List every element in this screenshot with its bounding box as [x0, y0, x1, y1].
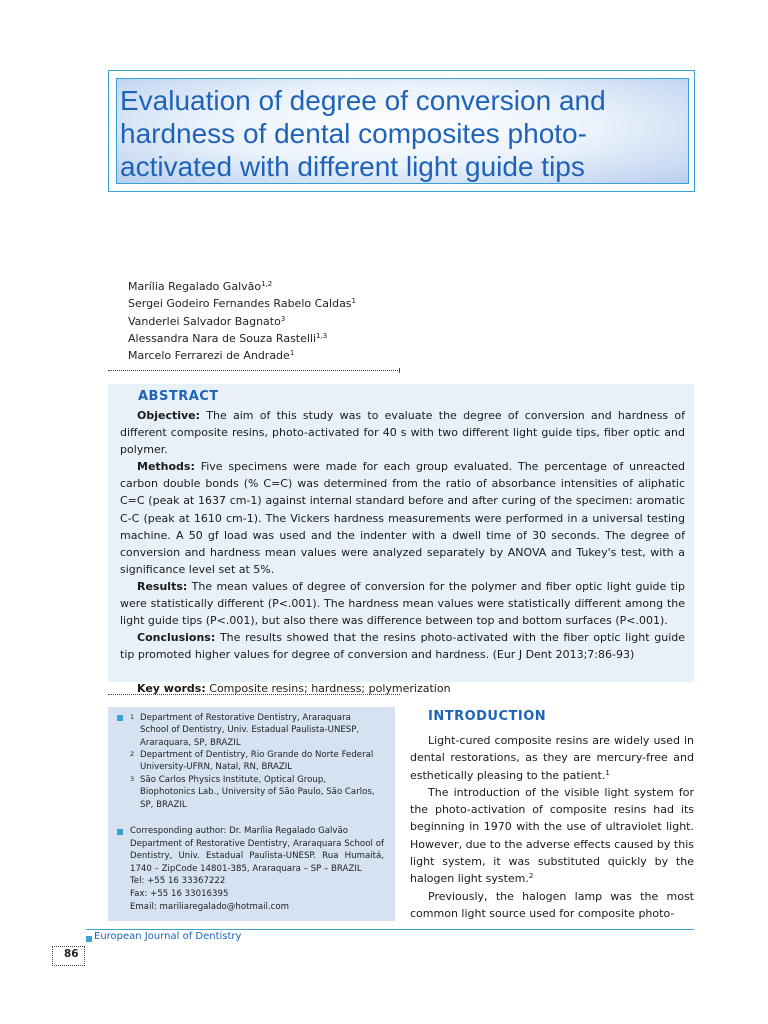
intro-p1-text: Light-cured composite resins are widely used in dental restorations, as they are mercury-free and esthetically pleasing to the patient.: [410, 734, 694, 782]
citation-ref: 2: [528, 872, 534, 881]
author-affil-ref: 1: [289, 349, 295, 358]
keywords-label: Key words:: [137, 682, 206, 696]
affiliation-number: 3: [130, 775, 135, 783]
author-item: [128, 295, 356, 312]
bullet-square-icon: [117, 829, 123, 835]
objective-label: Objective:: [137, 409, 201, 422]
author-name: Alessandra Nara de Souza Rastelli: [128, 331, 317, 345]
page-number: 86: [64, 948, 79, 960]
keywords-text: Composite resins; hardness; polymerization: [209, 682, 451, 696]
abstract-body: [120, 407, 685, 698]
author-item: [128, 313, 356, 330]
conclusions-text: The results showed that the resins photo-activated with the fiber optic light guide tip promoted higher values for degree of conversion and hardness. (Eur J Dent 2013;7:86-93): [120, 631, 685, 662]
corresponding-tel: Tel: +55 16 33367222: [130, 876, 226, 886]
footer-rule: [86, 929, 694, 930]
dotted-divider-bottom: [108, 694, 400, 695]
abstract-objective: [120, 407, 685, 458]
abstract-methods: [120, 458, 685, 578]
conclusions-label: Conclusions:: [137, 631, 216, 645]
affiliation-number: 2: [130, 750, 135, 758]
author-item: [128, 347, 356, 364]
bullet-square-icon: [117, 715, 123, 721]
author-name: Sergei Godeiro Fernandes Rabelo Caldas: [128, 297, 352, 311]
results-label: Results:: [137, 579, 188, 593]
methods-label: Methods:: [137, 460, 195, 474]
author-affil-ref: 1: [351, 297, 357, 306]
methods-text: Five specimens were made for each group evaluated. The percentage of unreacted carbon double bonds (% C=C) was determined from the ratio of absorbance intensities of aliphatic C=C (peak at 1637 cm-1) against internal standard before and after curing of the specimen: aromatic C-C (peak at 1610 cm-1). The Vickers hardness measurements were performed in a universal testing machine. A 50 gf load was used and the indenter with a dwell time of 30 seconds. The degree of conversion and hardness mean values were analyzed separately by ANOVA and Tukey's test, with a significance level set at 5%.: [120, 460, 685, 576]
affiliation-text: Department of Restorative Dentistry, Araraquara School of Dentistry, Univ. Estadual Paulista-UNESP, Araraquara, SP, BRAZIL: [140, 713, 360, 748]
author-affil-ref: 3: [280, 314, 286, 323]
citation-ref: 1: [605, 768, 610, 777]
author-item: [128, 330, 356, 347]
author-affil-ref: 1,3: [316, 331, 328, 340]
author-name: Marília Regalado Galvão: [128, 280, 262, 293]
journal-name: European Journal of Dentistry: [94, 931, 242, 942]
abstract-heading: ABSTRACT: [138, 389, 219, 404]
introduction-body: [410, 732, 694, 922]
intro-paragraph: [410, 888, 694, 923]
intro-p3-text: Previously, the halogen lamp was the most common light source used for composite photo-: [410, 889, 694, 920]
article-title: Evaluation of degree of conversion and hardness of dental composites photo-activated with different light guide tips: [120, 85, 606, 182]
objective-text: The aim of this study was to evaluate the degree of conversion and hardness of different composite resins, photo-activated for 40 s with two different light guide tips, fiber optic and polymer.: [120, 409, 686, 457]
corresponding-fax: Fax: +55 16 33016395: [130, 889, 229, 899]
author-item: [128, 278, 356, 295]
results-text: The mean values of degree of conversion for the polymer and fiber optic light guide tip were statistically different (P<.001). The hardness mean values were statistically different among the light guide tips (P<.001), but also there was difference between top and bottom surfaces (P<.001).: [120, 579, 685, 628]
dotted-divider-top: [108, 370, 400, 371]
footer-square-icon: [86, 936, 92, 942]
intro-p2-text: The introduction of the visible light system for the photo-activation of composite resins had its beginning in 1970 with the use of ultraviolet light. However, due to the adverse effects caused by this light system, it was substituted quickly by the halogen light system.: [410, 785, 694, 886]
affiliations-box: [108, 707, 395, 921]
intro-paragraph: [410, 732, 694, 784]
corresponding-address: Department of Restorative Dentistry, Araraquara School of Dentistry, Univ. Estadual Paulista-UNESP. Rua Humaitá, 1740 – ZipCode 14801-385, Araraquara – SP – BRAZIL: [130, 839, 384, 874]
author-affil-ref: 1,2: [261, 280, 273, 288]
divider-tick: [399, 368, 400, 373]
introduction-heading: INTRODUCTION: [428, 709, 547, 724]
author-list: [128, 278, 356, 364]
abstract-results: [120, 578, 685, 629]
affiliation-text: São Carlos Physics Institute, Optical Group, Biophotonics Lab., University of São Paulo, São Carlos, SP, BRAZIL: [140, 775, 375, 810]
corresponding-author: Corresponding author: Dr. Marília Regalado Galvão: [130, 826, 348, 836]
affiliation-text: Department of Dentistry, Rio Grande do Norte Federal University-UFRN, Natal, RN, BRAZIL: [140, 750, 374, 773]
author-name: Marcelo Ferrarezi de Andrade: [128, 349, 290, 363]
intro-paragraph: [410, 784, 694, 888]
abstract-conclusions: [120, 629, 685, 663]
author-name: Vanderlei Salvador Bagnato: [128, 314, 281, 328]
corresponding-email: Email: mariliaregalado@hotmail.com: [130, 902, 289, 912]
affiliation-number: 1: [130, 713, 135, 721]
